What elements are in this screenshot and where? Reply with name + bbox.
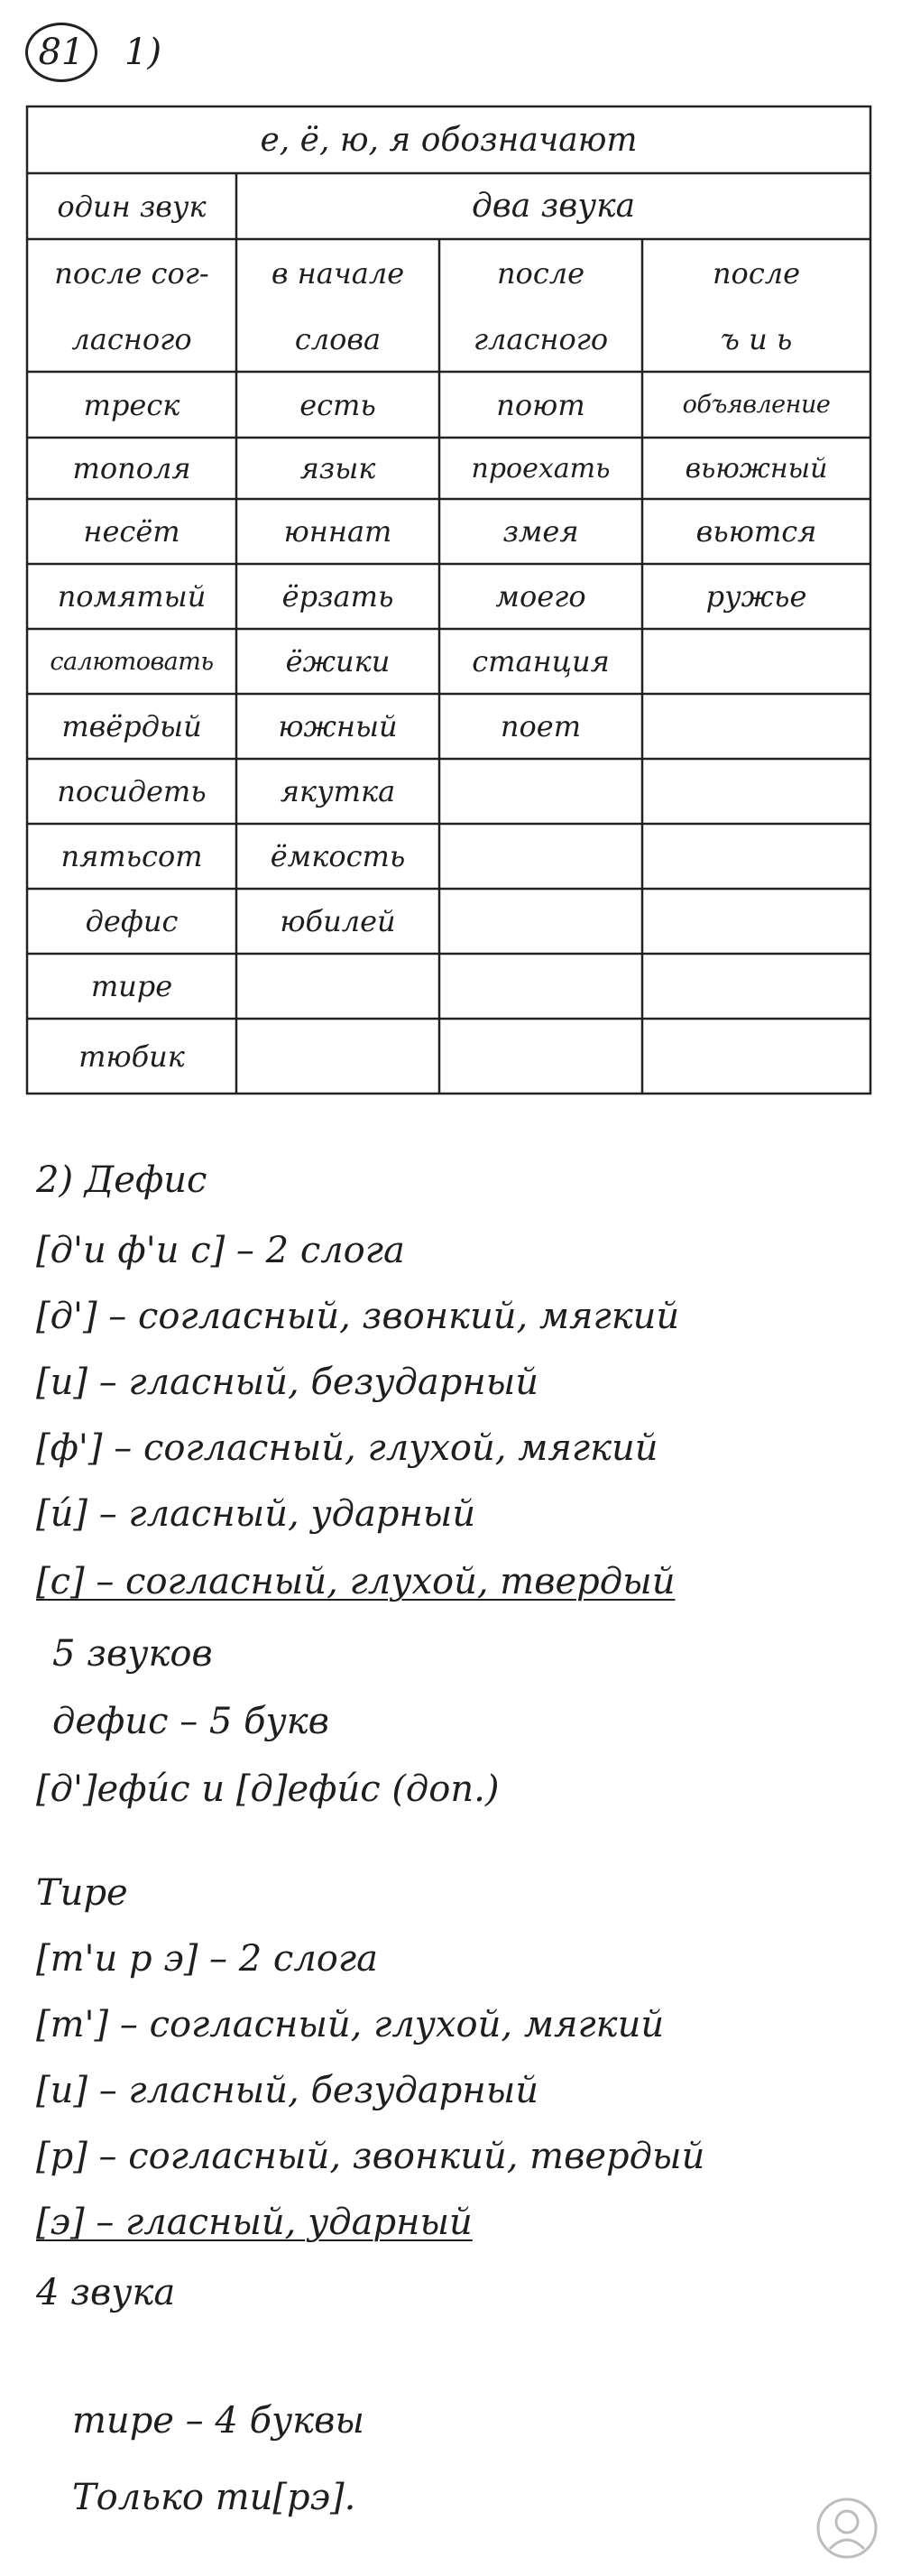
- subheader-line: после: [496, 256, 585, 291]
- pronunciation-note: [д']ефи́с и [д]ефи́с (доп.): [36, 1768, 500, 1810]
- table-cell: есть: [299, 387, 376, 422]
- transcription-line: [и́] – гласный, ударный: [36, 1493, 476, 1535]
- table-cell: [236, 1019, 439, 1094]
- table-cell: проехать: [471, 452, 611, 485]
- table-cell: язык: [299, 451, 376, 485]
- table-cell: помятый: [57, 579, 207, 614]
- table-cell: несёт: [83, 514, 180, 549]
- exercise-number: 81: [25, 23, 97, 82]
- subheader-line: после сог-: [54, 256, 209, 291]
- table-cell: [642, 824, 870, 889]
- transcription-line: [д'и ф'и с] – 2 слога: [36, 1230, 405, 1271]
- table-cell: посидеть: [57, 774, 207, 808]
- transcription-line: [ф'] – согласный, глухой, мягкий: [36, 1427, 658, 1469]
- table-cell: [642, 694, 870, 759]
- table-cell: поет: [500, 709, 582, 743]
- table-cell: [439, 824, 642, 889]
- table-cell: ёрзать: [281, 579, 394, 614]
- table-cell: [439, 759, 642, 824]
- pronunciation-note: Только ти[рэ].: [72, 2477, 356, 2518]
- subheader-line: ласного: [71, 322, 192, 356]
- subheader-line: слова: [294, 322, 382, 356]
- table-cell: вьются: [695, 514, 817, 549]
- table-cell: якутка: [280, 774, 396, 808]
- tire-label: Тире: [36, 1872, 128, 1914]
- table-cell: [642, 1019, 870, 1094]
- table-cell: вьюжный: [685, 452, 828, 485]
- transcription-line: [и] – гласный, безударный: [36, 1362, 539, 1403]
- table-cell: [439, 889, 642, 954]
- subheader-line: после: [712, 256, 801, 291]
- table-cell: ружье: [705, 579, 807, 614]
- subheader-line: в начале: [271, 256, 405, 291]
- table-cell: дефис: [85, 904, 179, 938]
- table-cell: юннат: [283, 514, 392, 549]
- transcription-line: [д'] – согласный, звонкий, мягкий: [36, 1296, 680, 1337]
- table-cell: поют: [496, 387, 585, 422]
- transcription-line: [т'] – согласный, глухой, мягкий: [36, 2004, 665, 2045]
- table-cell: тюбик: [78, 1039, 185, 1074]
- table-cell: объявление: [682, 391, 831, 419]
- table-cell: южный: [278, 709, 398, 743]
- table-cell: [439, 1019, 642, 1094]
- table-cell: ёжики: [285, 644, 391, 679]
- table-cell: салютовать: [50, 647, 214, 676]
- transcription-line: [т'и р э] – 2 слога: [36, 1938, 378, 1980]
- table-cell: моего: [495, 579, 586, 614]
- part-2-label: 2) Дефис: [36, 1159, 207, 1201]
- table-cell: станция: [472, 644, 610, 679]
- subheader-line: гласного: [473, 322, 609, 356]
- table-cell: треск: [83, 387, 180, 422]
- sound-count: 4 звука: [36, 2272, 176, 2313]
- watermark-stamp-icon: [814, 2495, 880, 2562]
- table-cell: тире: [90, 969, 173, 1003]
- transcription-line: [р] – согласный, звонкий, твердый: [36, 2136, 705, 2177]
- table-cell: [642, 954, 870, 1019]
- table-cell: тополя: [72, 451, 191, 485]
- letter-count: тире – 4 буквы: [72, 2400, 364, 2442]
- part-1-label: 1): [124, 32, 162, 73]
- table-title: е, ё, ю, я обозначают: [260, 121, 638, 159]
- table-cell: юбилей: [280, 904, 396, 938]
- sound-count: 5 звуков: [52, 1633, 213, 1675]
- table-cell: твёрдый: [61, 709, 202, 743]
- letter-count: дефис – 5 букв: [52, 1701, 329, 1742]
- table-cell: ёмкость: [270, 839, 406, 873]
- table-cell: [642, 889, 870, 954]
- transcription-line: [и] – гласный, безударный: [36, 2070, 539, 2111]
- table-cell: [642, 629, 870, 694]
- table-cell: [642, 759, 870, 824]
- header-two-sounds: два звука: [471, 188, 636, 225]
- subheader-line: ъ и ь: [720, 322, 793, 356]
- table-cell: змея: [502, 514, 579, 549]
- transcription-line: [э] – гласный, ударный: [36, 2202, 473, 2243]
- header-one-sound: один звук: [57, 189, 207, 224]
- table-cell: пятьсот: [60, 839, 203, 873]
- table-cell: [439, 954, 642, 1019]
- transcription-line: [с] – согласный, глухой, твердый: [36, 1561, 676, 1602]
- table-cell: [236, 954, 439, 1019]
